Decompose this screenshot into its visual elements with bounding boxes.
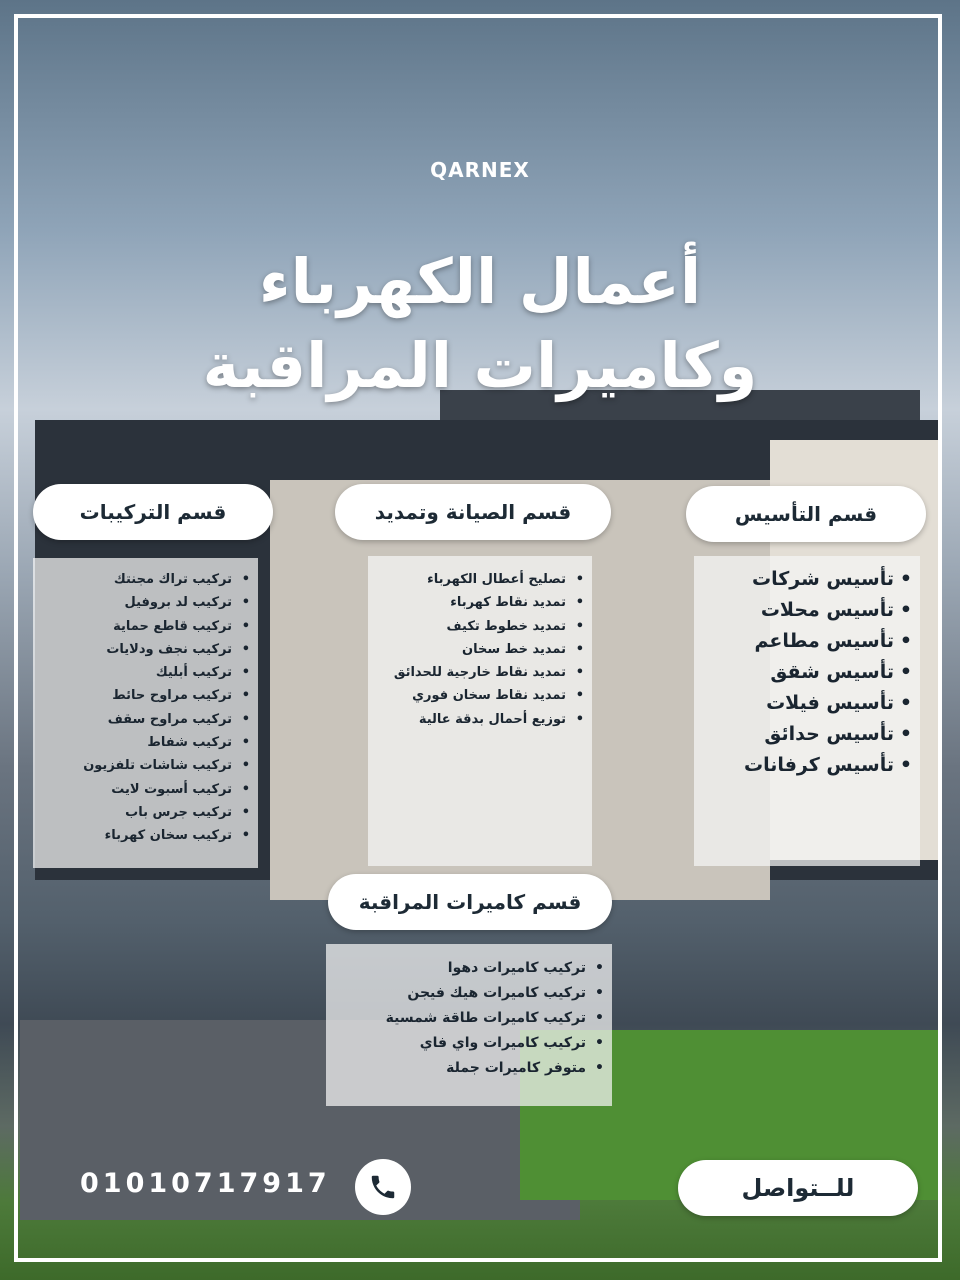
list-item: • تأسيس مطاعم <box>694 626 894 657</box>
list-item: • تركيب شفاط <box>33 731 232 754</box>
list-item: • تركيب سخان كهرباء <box>33 824 232 847</box>
list-item: • تركيب تراك مجنتك <box>33 568 232 591</box>
title-line-2: وكاميرات المراقبة <box>202 329 758 402</box>
installations-panel <box>33 558 258 868</box>
cameras-panel <box>326 944 612 1106</box>
list-item: • تركيب قاطع حماية <box>33 615 232 638</box>
installations-heading: قسم التركيبات <box>33 484 273 540</box>
brand-name: QARNEX <box>430 158 530 182</box>
phone-icon <box>368 1172 398 1202</box>
contact-label[interactable]: للــتواصل <box>678 1160 918 1216</box>
list-item: • تركيب جرس باب <box>33 801 232 824</box>
phone-button[interactable] <box>355 1159 411 1215</box>
maintenance-panel <box>368 556 592 866</box>
list-item: • تركيب مراوح حائط <box>33 684 232 707</box>
list-item: • تركيب كاميرات واي فاي <box>326 1031 586 1056</box>
list-item: • تأسيس فيلات <box>694 688 894 719</box>
cameras-heading: قسم كاميرات المراقبة <box>328 874 612 930</box>
list-item: • تركيب مراوح سقف <box>33 708 232 731</box>
list-item: • تمديد نقاط خارجية للحدائق <box>368 661 566 684</box>
list-item: • متوفر كاميرات جملة <box>326 1056 586 1081</box>
list-item: • تأسيس شركات <box>694 564 894 595</box>
foundation-panel <box>694 556 920 866</box>
list-item: • تركيب كاميرات دهوا <box>326 956 586 981</box>
list-item: • تأسيس محلات <box>694 595 894 626</box>
list-item: • تصليح أعطال الكهرباء <box>368 568 566 591</box>
list-item: • تمديد خطوط تكيف <box>368 615 566 638</box>
list-item: • تمديد نقاط سخان فوري <box>368 684 566 707</box>
list-item: • تأسيس كرفانات <box>694 750 894 781</box>
list-item: • تركيب نجف ودلايات <box>33 638 232 661</box>
list-item: • تركيب أبليك <box>33 661 232 684</box>
list-item: • توزيع أحمال بدقة عالية <box>368 708 566 731</box>
list-item: • تركيب كاميرات طاقة شمسية <box>326 1006 586 1031</box>
phone-number[interactable]: 01010717917 <box>80 1168 331 1199</box>
foundation-heading: قسم التأسيس <box>686 486 926 542</box>
list-item: • تمديد خط سخان <box>368 638 566 661</box>
list-item: • تأسيس حدائق <box>694 719 894 750</box>
list-item: • تمديد نقاط كهرباء <box>368 591 566 614</box>
maintenance-list <box>368 568 592 731</box>
page-title <box>0 240 960 408</box>
list-item: • تركيب شاشات تلفزيون <box>33 754 232 777</box>
cameras-list <box>326 956 612 1081</box>
foundation-list <box>694 564 920 781</box>
installations-list <box>33 568 258 848</box>
title-line-1: أعمال الكهرباء <box>258 245 702 318</box>
maintenance-heading: قسم الصيانة وتمديد <box>335 484 611 540</box>
list-item: • تأسيس شقق <box>694 657 894 688</box>
list-item: • تركيب كاميرات هيك فيجن <box>326 981 586 1006</box>
list-item: • تركيب لد بروفيل <box>33 591 232 614</box>
list-item: • تركيب أسبوت لايت <box>33 778 232 801</box>
